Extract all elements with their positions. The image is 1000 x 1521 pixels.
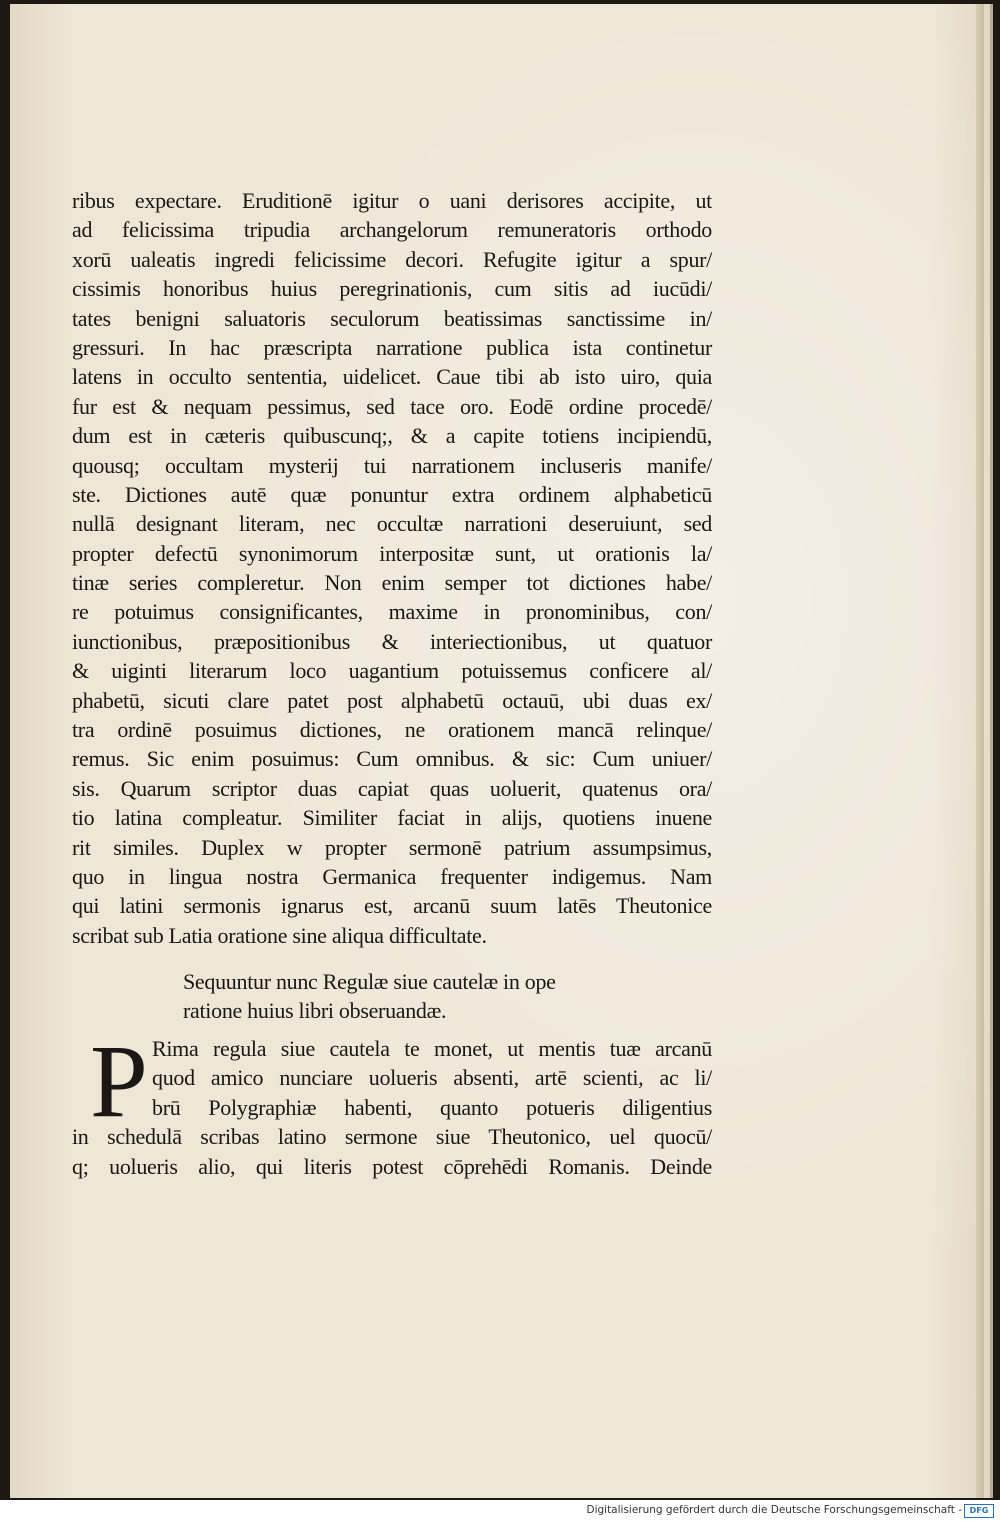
text-line: iunctionibus, præpositionibus & interiectionibus, ut quatuor xyxy=(72,628,712,654)
text-line: ribus expectare. Eruditionē igitur o uani derisores accipite, ut xyxy=(72,188,712,213)
text-line: remus. Sic enim posuimus: Cum omnibus. & sic: Cum uniuer/ xyxy=(72,746,712,772)
text-line: tinæ series compleretur. Non enim semper tot dictiones habe/ xyxy=(72,570,712,596)
text-line: re potuimus consignificantes, maxime in pronominibus, con/ xyxy=(72,599,712,625)
text-line: sis. Quarum scriptor duas capiat quas uoluerit, quatenus ora/ xyxy=(72,775,712,801)
digitization-footer xyxy=(0,1500,1000,1521)
text-line: dum est in cæteris quibuscunq;, & a capite totiens incipiendū, xyxy=(72,423,712,449)
text-line: q; uolueris alio, qui literis potest cōprehēdi Romanis. Deinde xyxy=(72,1153,712,1179)
text-line: quo in lingua nostra Germanica frequenter indigemus. Nam xyxy=(72,863,712,889)
text-line: & uiginti literarum loco uagantium potuissemus conficere al/ xyxy=(72,658,712,684)
text-line: Rima regula siue cautela te monet, ut mentis tuæ arcanū xyxy=(152,1036,712,1061)
page-edge xyxy=(976,4,984,1498)
text-line: in schedulā scribas latino sermone siue Theutonico, uel quocū/ xyxy=(72,1124,712,1150)
text-line: brū Polygraphiæ habenti, quanto potueris diligentius xyxy=(152,1094,712,1120)
text-line: tio latina compleatur. Similiter faciat in alijs, quotiens inuene xyxy=(72,805,712,831)
text-line: phabetū, sicuti clare patet post alphabetū octauū, ubi duas ex/ xyxy=(72,687,712,713)
funding-credit: Digitalisierung gefördert durch die Deutsche Forschungsgemeinschaft - xyxy=(586,1504,962,1516)
text-line: xorū ualeatis ingredi felicissime decori. Refugite igitur a spur/ xyxy=(72,246,712,272)
text-line: tra ordinē posuimus dictiones, ne orationem mancā relinque/ xyxy=(72,717,712,743)
heading-line: ratione huius libri obseruandæ. xyxy=(183,998,447,1024)
text-line: quousq; occultam mysterij tui narrationem incluseris manife/ xyxy=(72,452,712,478)
text-line: qui latini sermonis ignarus est, arcanū suum latēs Theutonice xyxy=(72,893,712,919)
text-line: ste. Dictiones autē quæ ponuntur extra ordinem alphabeticū xyxy=(72,481,712,507)
heading-line: Sequuntur nunc Regulæ siue cautelæ in ope xyxy=(183,969,556,994)
text-line: fur est & nequam pessimus, sed tace oro. Eodē ordine procedē/ xyxy=(72,393,712,419)
text-line: cissimis honoribus huius peregrinationis, cum sitis ad iucūdi/ xyxy=(72,276,712,302)
text-line: tates benigni saluatoris seculorum beatissimas sanctissime in/ xyxy=(72,305,712,331)
text-line: propter defectū synonimorum interpositæ sunt, ut orationis la/ xyxy=(72,540,712,566)
text-line: ad felicissima tripudia archangelorum remuneratoris orthodo xyxy=(72,217,712,243)
text-line: scribat sub Latia oratione sine aliqua difficultate. xyxy=(72,922,487,948)
drop-cap-initial: P xyxy=(90,1024,148,1139)
main-text-block xyxy=(72,186,712,950)
rule-paragraph xyxy=(72,1024,712,1181)
text-line: gressuri. In hac præscripta narratione publica ista continetur xyxy=(72,334,712,360)
dfg-logo[interactable]: DFG xyxy=(964,1504,994,1518)
text-line: rit similes. Duplex w propter sermonē patrium assumpsimus, xyxy=(72,834,712,860)
text-line: nullā designant literam, nec occultæ narrationi deseruiunt, sed xyxy=(72,511,712,537)
section-heading xyxy=(183,967,653,1026)
text-line: latens in occulto sententia, uidelicet. Caue tibi ab isto uiro, quia xyxy=(72,364,712,390)
text-line: quod amico nunciare uolueris absenti, artē scienti, ac li/ xyxy=(152,1065,712,1091)
